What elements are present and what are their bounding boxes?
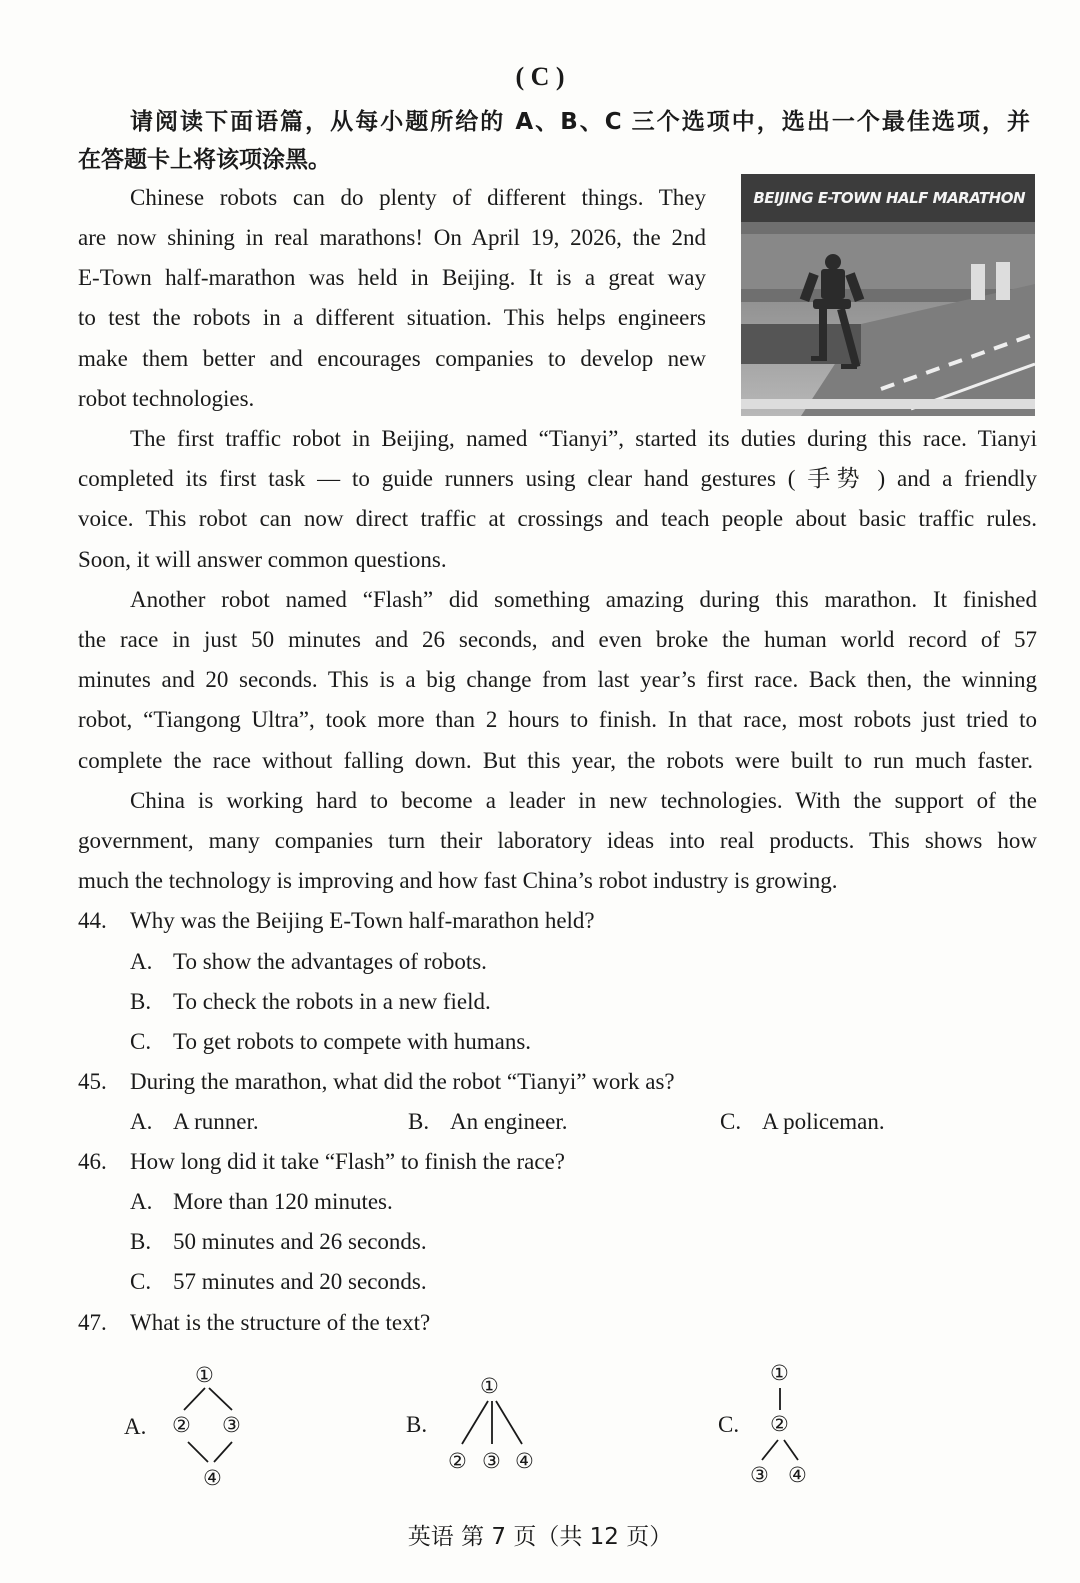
- question-number: 45.: [78, 1069, 107, 1094]
- passage-line: Another robot named “Flash” did something amazing during this marathon. It finished: [130, 587, 1037, 612]
- question-number: 46.: [78, 1149, 107, 1174]
- option-letter: C.: [130, 1269, 152, 1294]
- diagram-node: ①: [770, 1361, 789, 1385]
- option-letter: A.: [130, 1189, 153, 1214]
- option-letter: C.: [720, 1109, 742, 1134]
- diagram-node: ②: [172, 1413, 191, 1437]
- instructions-line-2: 在答题卡上将该项涂黑。: [78, 147, 331, 173]
- option-text: To check the robots in a new field.: [173, 989, 491, 1014]
- passage-line: minutes and 20 seconds. This is a big change from last year’s first race. Back then, the winning: [78, 667, 1037, 692]
- diagram-node: ③: [222, 1413, 241, 1437]
- question-stem: Why was the Beijing E-Town half-marathon held?: [130, 908, 595, 933]
- diagram-node: ③: [482, 1449, 501, 1473]
- passage-line: are now shining in real marathons! On April 19, 2026, the 2nd: [78, 225, 706, 250]
- question-stem: During the marathon, what did the robot “Tianyi” work as?: [130, 1069, 675, 1094]
- question-stem: What is the structure of the text?: [130, 1310, 431, 1335]
- option-text: A policeman.: [762, 1109, 885, 1134]
- section-label: ( C ): [515, 62, 565, 91]
- option-text: 50 minutes and 26 seconds.: [173, 1229, 427, 1254]
- question-stem: How long did it take “Flash” to finish the race?: [130, 1149, 565, 1174]
- option-text: To get robots to compete with humans.: [173, 1029, 532, 1054]
- passage-line: Soon, it will answer common questions.: [78, 547, 447, 572]
- passage-line: complete the race without falling down. But this year, the robots were built to run much faster.: [78, 748, 1033, 773]
- passage-line: completed its first task — to guide runners using clear hand gestures ( 手势 ) and a friendly: [78, 466, 1037, 491]
- diagram-node: ④: [203, 1466, 222, 1490]
- option-text: More than 120 minutes.: [173, 1189, 393, 1214]
- passage-line: make them better and encourages companies to develop new: [78, 346, 706, 371]
- passage-line: voice. This robot can now direct traffic at crossings and teach people about basic traffic rules.: [78, 506, 1037, 531]
- question-number: 44.: [78, 908, 107, 933]
- passage-line: Chinese robots can do plenty of different things. They: [130, 185, 706, 210]
- passage-line: government, many companies turn their laboratory ideas into real products. This shows how: [78, 828, 1037, 853]
- option-letter: A.: [124, 1414, 147, 1439]
- question-number: 47.: [78, 1310, 107, 1335]
- passage-line: to test the robots in a different situation. This helps engineers: [78, 305, 706, 330]
- diagram-node: ②: [448, 1449, 467, 1473]
- option-text: A runner.: [173, 1109, 259, 1134]
- diagram-node: ①: [480, 1374, 499, 1398]
- passage-line: robot technologies.: [78, 386, 255, 411]
- option-letter: A.: [130, 1109, 153, 1134]
- option-letter: B.: [408, 1109, 430, 1134]
- passage-line: the race in just 50 minutes and 26 seconds, and even broke the human world record of 57: [78, 627, 1037, 652]
- instructions-line-1: 请阅读下面语篇，从每小题所给的 A、B、C 三个选项中，选出一个最佳选项，并: [130, 109, 1030, 135]
- diagram-node: ④: [515, 1449, 534, 1473]
- option-letter: C.: [130, 1029, 152, 1054]
- option-letter: B.: [130, 1229, 152, 1254]
- passage-line: much the technology is improving and how fast China’s robot industry is growing.: [78, 868, 838, 893]
- option-letter: B.: [406, 1412, 428, 1437]
- option-text: An engineer.: [450, 1109, 568, 1134]
- passage-line: China is working hard to become a leader in new technologies. With the support of the: [130, 788, 1037, 813]
- diagram-node: ①: [195, 1363, 214, 1387]
- diagram-node: ④: [788, 1463, 807, 1487]
- option-letter: C.: [718, 1412, 740, 1437]
- page-footer: 英语 第 7 页（共 12 页）: [407, 1524, 673, 1550]
- option-text: 57 minutes and 20 seconds.: [173, 1269, 427, 1294]
- option-letter: A.: [130, 949, 153, 974]
- option-letter: B.: [130, 989, 152, 1014]
- diagram-node: ②: [770, 1412, 789, 1436]
- passage-line: robot, “Tiangong Ultra”, took more than 2 hours to finish. In that race, most robots just tried to: [78, 707, 1037, 732]
- passage-line: The first traffic robot in Beijing, named “Tianyi”, started its duties during this race. Tianyi: [130, 426, 1037, 451]
- option-text: To show the advantages of robots.: [173, 949, 487, 974]
- diagram-node: ③: [750, 1463, 769, 1487]
- photo-banner-text: BEIJING E-TOWN HALF MARATHON: [741, 174, 1035, 222]
- passage-line: E-Town half-marathon was held in Beijing. It is a great way: [78, 265, 706, 290]
